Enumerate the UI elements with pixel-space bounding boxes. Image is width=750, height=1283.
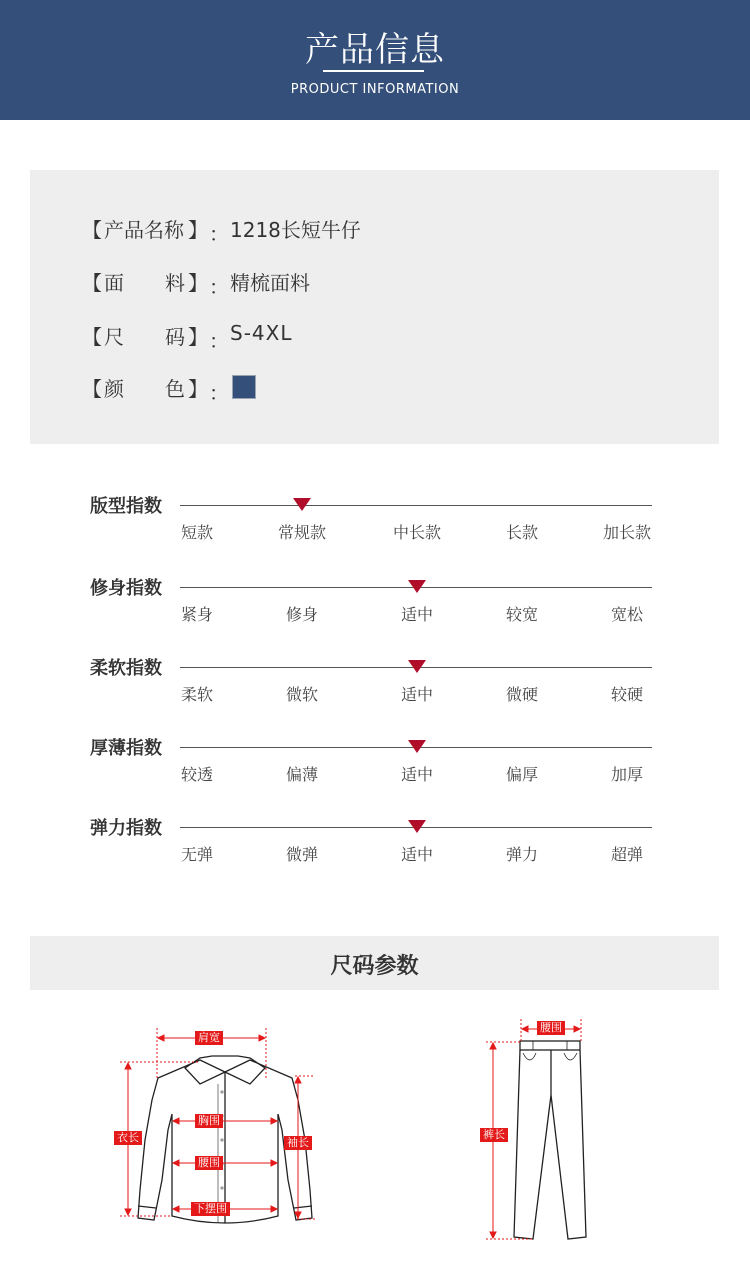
index-row: [90, 814, 660, 874]
index-option: 修身: [285, 605, 319, 624]
index-option: 长款: [505, 523, 539, 542]
index-option: 柔软: [180, 685, 214, 704]
index-option: 常规款: [277, 523, 327, 542]
chest-label: 胸围: [195, 1114, 223, 1128]
index-option: 弹力: [505, 845, 539, 864]
index-marker-icon: [408, 740, 426, 753]
length-label: 衣长: [114, 1131, 142, 1145]
index-option: 较宽: [505, 605, 539, 624]
index-label: 厚薄指数: [90, 738, 162, 759]
index-row: [90, 574, 660, 634]
info-value: 1218长短牛仔: [230, 218, 361, 242]
index-option: 微硬: [505, 685, 539, 704]
index-option: 加厚: [610, 765, 644, 784]
index-option: 适中: [400, 765, 434, 784]
index-option: 无弹: [180, 845, 214, 864]
index-row: [90, 734, 660, 794]
index-option: 适中: [400, 605, 434, 624]
info-value: 精梳面料: [230, 271, 310, 295]
sleeve-label: 袖长: [284, 1136, 312, 1150]
index-marker-icon: [293, 498, 311, 511]
index-option: 偏薄: [285, 765, 319, 784]
pants-length-label: 裤长: [480, 1128, 508, 1142]
index-option: 偏厚: [505, 765, 539, 784]
page-title: 产品信息: [305, 30, 445, 70]
page-subtitle: PRODUCT INFORMATION: [290, 82, 460, 97]
index-option: 微弹: [285, 845, 319, 864]
hem-label: 下摆围: [191, 1202, 230, 1216]
index-option: 微软: [285, 685, 319, 704]
header-banner: [0, 0, 750, 120]
info-value: S-4XL: [230, 321, 293, 345]
waist-label: 腰围: [195, 1156, 223, 1170]
product-info-box: 【 产品名称 】 ： 1218长短牛仔 【 面 料 】 ： 精梳面料 【 尺 码 】 ： S-4XL 【 颜 色 】 ：: [30, 170, 719, 444]
index-option: 较透: [180, 765, 214, 784]
title-underline: [323, 70, 424, 72]
index-option: 适中: [400, 685, 434, 704]
index-option: 加长款: [602, 523, 652, 542]
index-scale-line: [180, 505, 652, 506]
index-option: 短款: [180, 523, 214, 542]
index-option: 中长款: [392, 523, 442, 542]
index-marker-icon: [408, 820, 426, 833]
size-section-title: 尺码参数: [330, 954, 419, 979]
index-row: [90, 492, 660, 552]
shoulder-label: 肩宽: [195, 1031, 223, 1045]
index-row: [90, 654, 660, 714]
index-label: 版型指数: [90, 496, 162, 517]
index-label: 弹力指数: [90, 818, 162, 839]
index-option: 适中: [400, 845, 434, 864]
color-swatch: [232, 375, 256, 399]
index-label: 柔软指数: [90, 658, 162, 679]
index-marker-icon: [408, 580, 426, 593]
index-option: 超弹: [610, 845, 644, 864]
shirt-buttons: [220, 1090, 223, 1211]
index-marker-icon: [408, 660, 426, 673]
index-label: 修身指数: [90, 578, 162, 599]
index-option: 较硬: [610, 685, 644, 704]
index-option: 宽松: [610, 605, 644, 624]
pants-outline: [514, 1041, 586, 1239]
index-option: 紧身: [180, 605, 214, 624]
size-section-header: [30, 936, 719, 990]
pants-waist-label: 腰围: [537, 1021, 565, 1035]
